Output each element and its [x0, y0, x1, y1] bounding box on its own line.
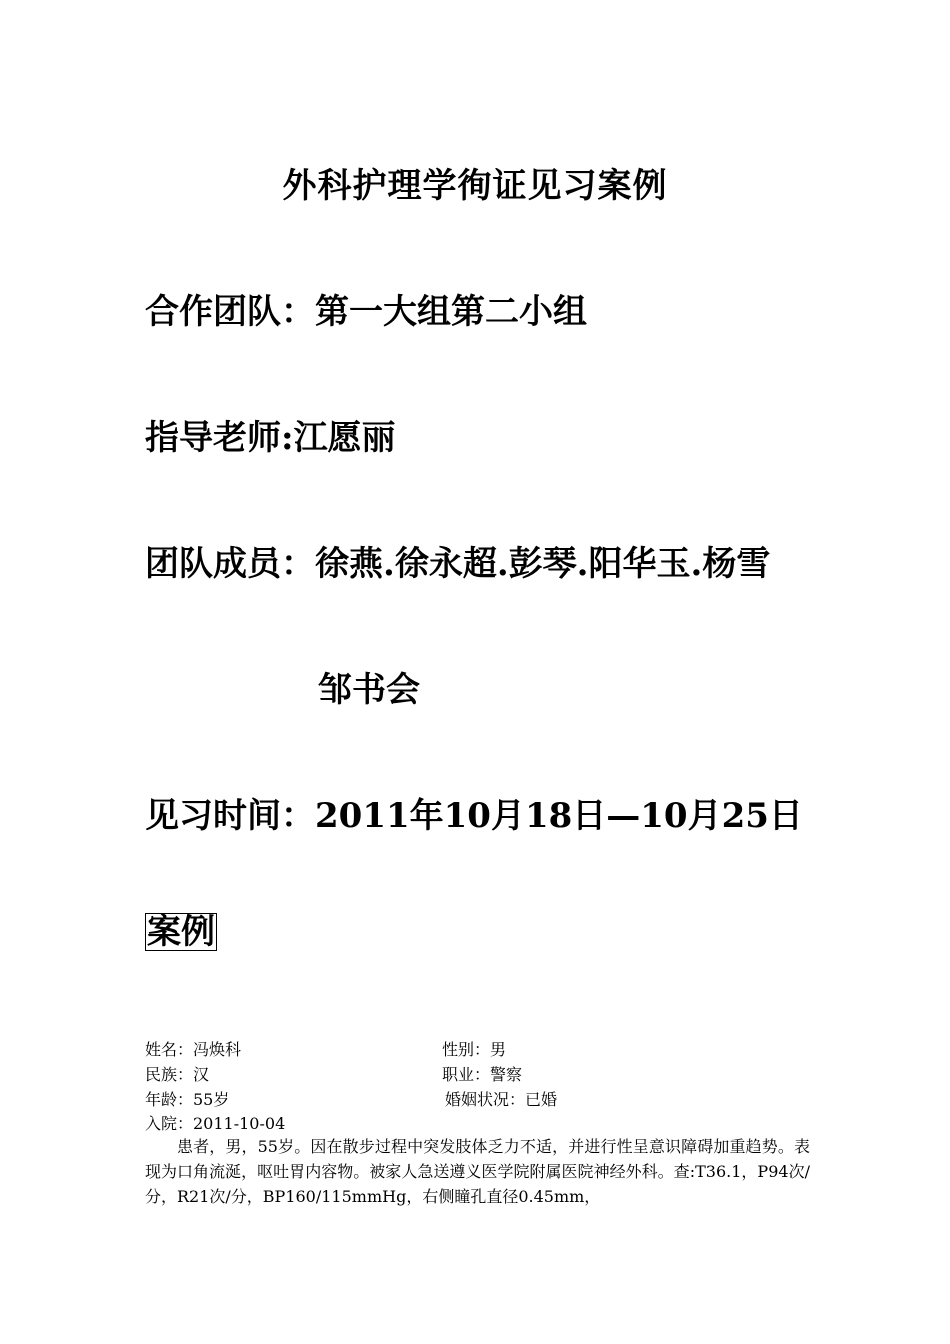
team-label: 合作团队：: [145, 292, 315, 332]
case-description: [145, 1134, 810, 1209]
document-title: 外科护理学徇证见习案例: [282, 166, 668, 206]
teacher-value: 江愿丽: [293, 418, 396, 458]
case-heading-wrap: [145, 912, 217, 952]
members-value-line1: 徐燕.徐永超.彭琴.阳华玉.杨雪: [315, 544, 771, 584]
patient-admission: 入院：2011-10-04: [145, 1114, 286, 1133]
members-label: 团队成员：: [145, 544, 315, 584]
teacher-line: [145, 410, 396, 459]
members-line: [145, 536, 770, 585]
patient-age: 年龄：55岁: [145, 1090, 230, 1109]
case-heading: 案例: [147, 912, 215, 952]
team-value: 第一大组第二小组: [315, 292, 587, 332]
patient-marital: 婚姻状况：已婚: [445, 1090, 558, 1109]
members-value-line2: 邹书会: [318, 670, 420, 710]
team-line: [145, 284, 587, 333]
patient-name: 姓名：冯焕科: [145, 1040, 242, 1059]
case-paragraph: 患者，男，55岁。因在散步过程中突发肢体乏力不适，并进行性呈意识障碍加重趋势。表现为口角流涎，呕吐胃内容物。被家人急送遵义医学院附属医院神经外科。查:T36.1，P94次/分，R21次/分，BP160/115mmHg，右侧瞳孔直径0.45mm，: [145, 1137, 810, 1206]
patient-gender: 性别：男: [442, 1040, 507, 1059]
time-label: 见习时间：: [145, 796, 315, 836]
time-value: 2011年10月18日—10月25日: [315, 796, 803, 836]
time-line: [145, 788, 803, 837]
patient-occupation: 职业：警察: [442, 1065, 523, 1084]
teacher-label: 指导老师:: [145, 418, 294, 458]
patient-ethnicity: 民族：汉: [145, 1065, 210, 1084]
